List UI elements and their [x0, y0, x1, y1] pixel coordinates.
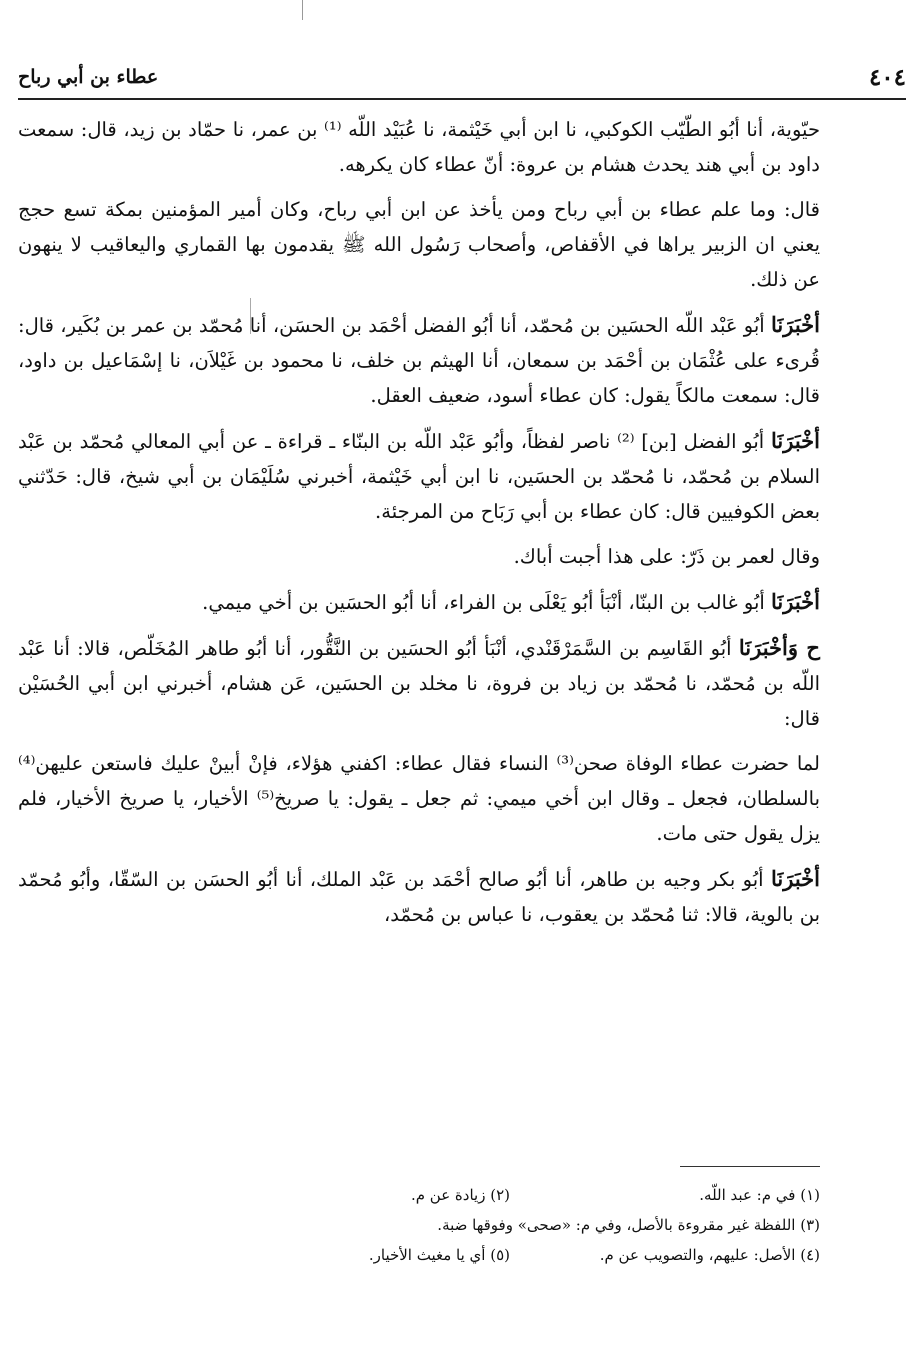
scan-artifact [302, 0, 303, 20]
footnote: (٣) اللفظة غير مقروءة بالأصل، وفي م: «صحى» وفوقها ضبة. [437, 1216, 820, 1234]
isnad-lead: أخْبَرَنَا [771, 589, 820, 614]
isnad-lead: ح وَأخْبَرَنَا [738, 635, 820, 660]
footnote: (١) في م: عبد اللّه. [699, 1186, 820, 1204]
paragraph-text: أبُو القَاسِم بن السَّمَرْقَنْدي، أنْبَأ أبُو الحسَين بن النَّقُّور، أنا أبُو طاهر المُخَلّص، قالا: أنا عَبْد اللّه بن مُحمّد، نا مُحمّد بن زياد بن فروة، نا مخلد بن الحسَين، عَن هشام، أخبرني ابن أبي الحُسَيْن قال: [18, 637, 820, 730]
footnotes [200, 1180, 820, 1270]
paragraph [18, 192, 820, 297]
paragraph-text: قال: وما علم عطاء بن أبي رباح ومن يأخذ عن ابن أبي رباح، وكان أمير المؤمنين بمكة تسع حجج يعني ان الزبير يراها في الأقفاص، وأصحاب رَسُول الله ﷺ يقدمون بها القماري واليعاقيب لا ينهون عن ذلك. [18, 198, 820, 291]
running-title: عطاء بن أبي رباح [18, 66, 159, 88]
paragraph [18, 307, 820, 413]
footnote-line [200, 1240, 820, 1270]
footnote-line [200, 1210, 820, 1240]
paragraph [18, 112, 820, 182]
footnote: (٢) زيادة عن م. [410, 1186, 510, 1204]
paragraph [18, 861, 820, 932]
footnote: (٤) الأصل: عليهم، والتصويب عن م. [599, 1246, 820, 1264]
paragraph-text: لما حضرت عطاء الوفاة صحن⁽³⁾ النساء فقال عطاء: اكفني هؤلاء، فإنْ أبينْ عليك فاستعن عليهن⁽⁴⁾ بالسلطان، فجعل ـ وقال ابن أخي ميمي: ثم جعل ـ يقول: يا صريخ⁽⁵⁾ الأخيار، يا صريخ الأخيار، فلم يزل يقول حتى مات. [18, 752, 820, 845]
page-number: ٤٠٤ [868, 64, 906, 91]
paragraph-text: أبُو الفضل [بن] ⁽²⁾ ناصر لفظاً، وأبُو عَبْد اللّه بن البنّاء ـ قراءة ـ عن أبي المعالي مُحمّد بن عَبْد السلام بن مُحمّد، نا مُحمّد بن الحسَين، نا ابن أبي خَيْثمة، أخبرني سُلَيْمَان بن أبي شيخ، قال: حَدّثني بعض الكوفيين قال: كان عطاء بن أبي رَبَاح من المرجئة. [18, 430, 820, 523]
paragraph-text: أبُو عَبْد اللّه الحسَين بن مُحمّد، أنا أبُو الفضل أحْمَد بن الحسَن، أنا مُحمّد بن عمر بن بُكَير، قال: قُرىء على عُثْمَان بن أحْمَد بن سمعان، أنا الهيثم بن خلف، نا محمود بن غَيْلاَن، نا إسْمَاعيل بن داود، قال: سمعت مالكاً يقول: كان عطاء أسود، ضعيف العقل. [18, 314, 820, 407]
paragraph [18, 539, 820, 574]
paragraph-text: حيّوية، أنا أبُو الطّيّب الكوكبي، نا ابن أبي خَيْثمة، نا عُبَيْد اللّه ⁽¹⁾ بن عمر، نا حمّاد بن زيد، قال: سمعت داود بن أبي هند يحدث هشام بن عروة: أنّ عطاء كان يكرهه. [18, 118, 820, 176]
isnad-lead: أخْبَرَنَا [771, 312, 820, 337]
main-text [18, 112, 820, 942]
isnad-lead: أخْبَرَنَا [771, 428, 820, 453]
paragraph-text: أبُو غالب بن البنّا، أنْبَأ أبُو يَعْلَى بن الفراء، أنا أبُو الحسَين بن أخي ميمي. [202, 591, 772, 614]
page-header [18, 62, 906, 98]
footnote: (٥) أي يا مغيث الأخيار. [368, 1246, 510, 1264]
paragraph-text: وقال لعمر بن ذَرّ: على هذا أجبت أباك. [513, 545, 820, 568]
header-rule [18, 98, 906, 100]
paragraph [18, 630, 820, 736]
footnote-line [200, 1180, 820, 1210]
paragraph-text: أبُو بكر وجيه بن طاهر، أنا أبُو صالح أحْمَد بن عَبْد الملك، أنا أبُو الحسَن بن السّقّا، وأبُو مُحمّد بن بالوية، قالا: ثنا مُحمّد بن يعقوب، نا عباس بن مُحمّد، [18, 868, 820, 926]
isnad-lead: أخْبَرَنَا [771, 866, 820, 891]
paragraph [18, 423, 820, 529]
paragraph [18, 746, 820, 851]
paragraph [18, 584, 820, 620]
footnote-rule [680, 1166, 820, 1167]
